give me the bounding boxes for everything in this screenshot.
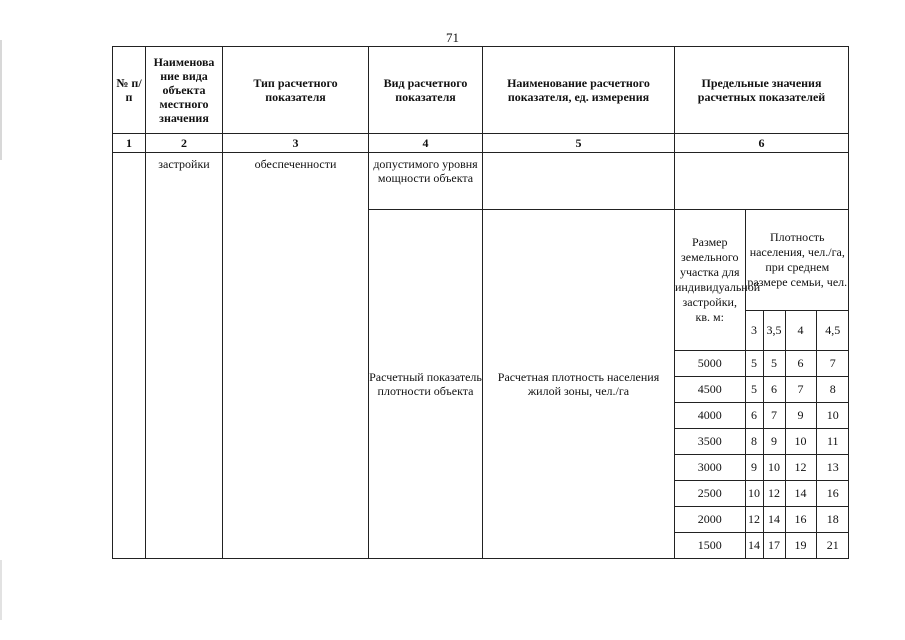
density-value: 10 xyxy=(785,428,816,454)
density-row xyxy=(675,506,849,532)
density-subtable xyxy=(675,210,849,558)
density-value: 5 xyxy=(745,350,763,376)
scan-margin-mark xyxy=(0,40,2,160)
column-number: 1 xyxy=(113,134,146,153)
density-value: 12 xyxy=(785,454,816,480)
cell-density-kind: Расчетный показатель плотности объекта xyxy=(369,210,483,559)
column-number: 5 xyxy=(483,134,675,153)
density-value: 9 xyxy=(785,402,816,428)
density-value: 14 xyxy=(745,532,763,558)
density-row xyxy=(675,532,849,558)
header-col-indicator-type: Тип расчетного показателя xyxy=(223,47,369,134)
table-row xyxy=(113,153,849,210)
column-number: 3 xyxy=(223,134,369,153)
density-value: 9 xyxy=(763,428,785,454)
plot-area: 5000 xyxy=(675,350,745,376)
header-col-indicator-kind: Вид расчетного показателя xyxy=(369,47,483,134)
header-col-object-name: Наименова ние вида объекта местного значения xyxy=(146,47,223,134)
density-row xyxy=(675,428,849,454)
density-value: 6 xyxy=(763,376,785,402)
column-number: 6 xyxy=(675,134,849,153)
density-value: 19 xyxy=(785,532,816,558)
density-value: 7 xyxy=(763,402,785,428)
density-value: 7 xyxy=(816,350,849,376)
family-size: 3,5 xyxy=(763,310,785,350)
density-value: 6 xyxy=(745,402,763,428)
column-number: 4 xyxy=(369,134,483,153)
header-col-limit-values: Предельные значения расчетных показателей xyxy=(675,47,849,134)
cell-density-values xyxy=(675,210,849,559)
density-row xyxy=(675,376,849,402)
density-value: 5 xyxy=(763,350,785,376)
plot-area: 4000 xyxy=(675,402,745,428)
density-row xyxy=(675,402,849,428)
plot-area: 2500 xyxy=(675,480,745,506)
density-row xyxy=(675,480,849,506)
density-value: 14 xyxy=(785,480,816,506)
density-value: 16 xyxy=(785,506,816,532)
cell-indicator-name-empty xyxy=(483,153,675,210)
density-row xyxy=(675,350,849,376)
cell-indicator-kind: допустимого уровня мощности объекта xyxy=(369,153,483,210)
density-value: 18 xyxy=(816,506,849,532)
density-value: 16 xyxy=(816,480,849,506)
cell-limit-empty xyxy=(675,153,849,210)
density-value: 7 xyxy=(785,376,816,402)
cell-object-name: застройки xyxy=(146,153,223,559)
density-value: 14 xyxy=(763,506,785,532)
density-row xyxy=(675,454,849,480)
subheader-density: Плотность населения, чел./га, при среднем размере семьи, чел. xyxy=(745,210,849,310)
family-size: 3 xyxy=(745,310,763,350)
column-number-row xyxy=(113,134,849,153)
cell-indicator-type: обеспеченности xyxy=(223,153,369,559)
density-value: 21 xyxy=(816,532,849,558)
subheader-plot-size: Размер земельного участка для индивидуальной застройки, кв. м: xyxy=(675,210,745,350)
family-size: 4,5 xyxy=(816,310,849,350)
density-value: 12 xyxy=(763,480,785,506)
density-value: 13 xyxy=(816,454,849,480)
header-col-number: № п/п xyxy=(113,47,146,134)
density-value: 10 xyxy=(745,480,763,506)
density-value: 5 xyxy=(745,376,763,402)
column-number: 2 xyxy=(146,134,223,153)
cell-number-empty xyxy=(113,153,146,559)
density-value: 17 xyxy=(763,532,785,558)
density-value: 8 xyxy=(816,376,849,402)
plot-area: 3000 xyxy=(675,454,745,480)
density-value: 12 xyxy=(745,506,763,532)
density-value: 9 xyxy=(745,454,763,480)
plot-area: 4500 xyxy=(675,376,745,402)
density-value: 8 xyxy=(745,428,763,454)
cell-density-name: Расчетная плотность населения жилой зоны, чел./га xyxy=(483,210,675,559)
page-number: 71 xyxy=(446,30,459,45)
density-value: 6 xyxy=(785,350,816,376)
plot-area: 3500 xyxy=(675,428,745,454)
plot-area: 1500 xyxy=(675,532,745,558)
header-row xyxy=(113,47,849,134)
plot-area: 2000 xyxy=(675,506,745,532)
density-value: 11 xyxy=(816,428,849,454)
header-col-indicator-name: Наименование расчетного показателя, ед. измерения xyxy=(483,47,675,134)
density-value: 10 xyxy=(816,402,849,428)
density-value: 10 xyxy=(763,454,785,480)
scan-margin-mark xyxy=(0,560,2,620)
norms-table xyxy=(112,46,849,559)
family-size: 4 xyxy=(785,310,816,350)
